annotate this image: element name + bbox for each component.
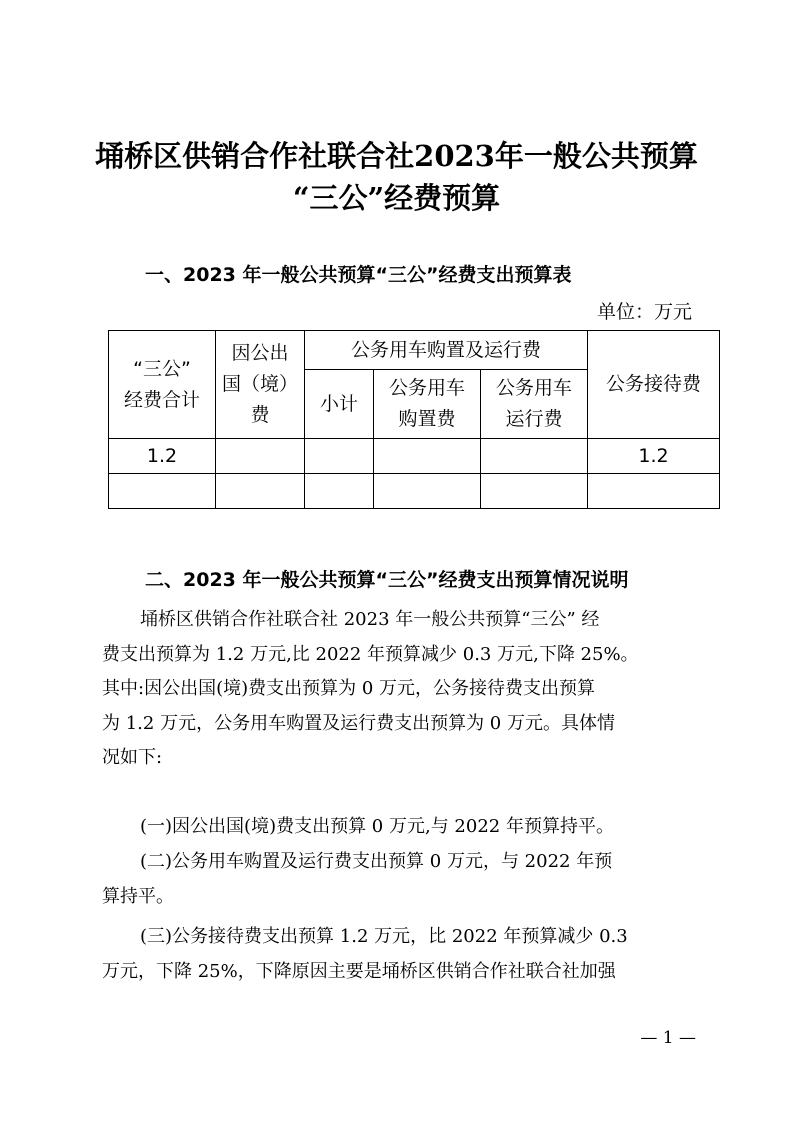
paragraph-line: 为 1.2 万元，公务用车购置及运行费支出预算为 0 万元。具体情 — [102, 712, 615, 734]
unit-label: 单位：万元 — [596, 301, 692, 323]
paragraph-line: 况如下: — [102, 747, 163, 769]
cell-abroad — [216, 474, 305, 509]
header-vehicle-operation-line: 公务用车 — [495, 377, 572, 399]
cell-reception: 1.2 — [588, 439, 720, 474]
header-total-line: 经费合计 — [123, 388, 200, 411]
header-vehicle-group: 公务用车购置及运行费 — [305, 331, 588, 370]
header-vehicle-subtotal: 小计 — [305, 370, 374, 439]
header-vehicle-operation — [481, 370, 588, 439]
table-row — [109, 439, 720, 474]
header-total — [109, 331, 216, 439]
cell-vehicle-operation — [481, 474, 588, 509]
paragraph-line: (三)公务接待费支出预算 1.2 万元，比 2022 年预算减少 0.3 — [140, 926, 628, 947]
cell-abroad — [216, 439, 305, 474]
cell-reception — [588, 474, 720, 509]
table-header-row — [109, 331, 720, 370]
paragraph-line: 其中:因公出国(境)费支出预算为 0 万元，公务接待费支出预算 — [102, 678, 596, 700]
header-vehicle-purchase-line: 公务用车 — [388, 377, 465, 399]
budget-table — [108, 330, 720, 509]
header-vehicle-operation-line: 运行费 — [505, 408, 563, 430]
cell-vehicle-operation — [481, 439, 588, 474]
paragraph-vehicle — [102, 845, 702, 914]
paragraph-abroad — [102, 810, 702, 845]
cell-total — [109, 474, 216, 509]
paragraph-line: 埇桥区供销合作社联合社 2023 年一般公共预算“三公” 经 — [140, 609, 600, 630]
header-abroad-line: 因公出 — [231, 342, 289, 364]
document-title-line2: “三公”经费预算 — [292, 181, 501, 215]
page-number: — 1 — — [640, 1028, 696, 1048]
paragraph-line: (二)公务用车购置及运行费支出预算 0 万元，与 2022 年预 — [140, 851, 613, 872]
paragraph-line: 万元，下降 25%，下降原因主要是埇桥区供销合作社联合社加强 — [102, 960, 616, 982]
paragraph-line: 算持平。 — [102, 885, 174, 907]
header-total-line: “三公” — [133, 357, 191, 380]
paragraph-line: 费支出预算为 1.2 万元,比 2022 年预算减少 0.3 万元,下降 25%。 — [102, 643, 639, 665]
header-abroad-line: 费 — [250, 404, 270, 426]
paragraph-reception — [102, 920, 702, 989]
paragraph-line: (一)因公出国(境)费支出预算 0 万元,与 2022 年预算持平。 — [140, 816, 614, 837]
table-row — [109, 474, 720, 509]
cell-vehicle-purchase — [374, 439, 481, 474]
section2-heading: 二、2023 年一般公共预算“三公”经费支出预算情况说明 — [145, 569, 629, 591]
cell-vehicle-purchase — [374, 474, 481, 509]
header-vehicle-purchase — [374, 370, 481, 439]
cell-vehicle-subtotal — [305, 439, 374, 474]
paragraph-summary — [102, 603, 702, 776]
document-title-line1: 埇桥区供销合作社联合社2023年一般公共预算 — [95, 139, 698, 173]
section1-heading: 一、2023 年一般公共预算“三公”经费支出预算表 — [145, 264, 572, 286]
header-abroad-line: 国（境） — [221, 373, 298, 395]
cell-total: 1.2 — [109, 439, 216, 474]
header-abroad — [216, 331, 305, 439]
header-reception: 公务接待费 — [588, 331, 720, 439]
cell-vehicle-subtotal — [305, 474, 374, 509]
header-vehicle-purchase-line: 购置费 — [398, 408, 456, 430]
